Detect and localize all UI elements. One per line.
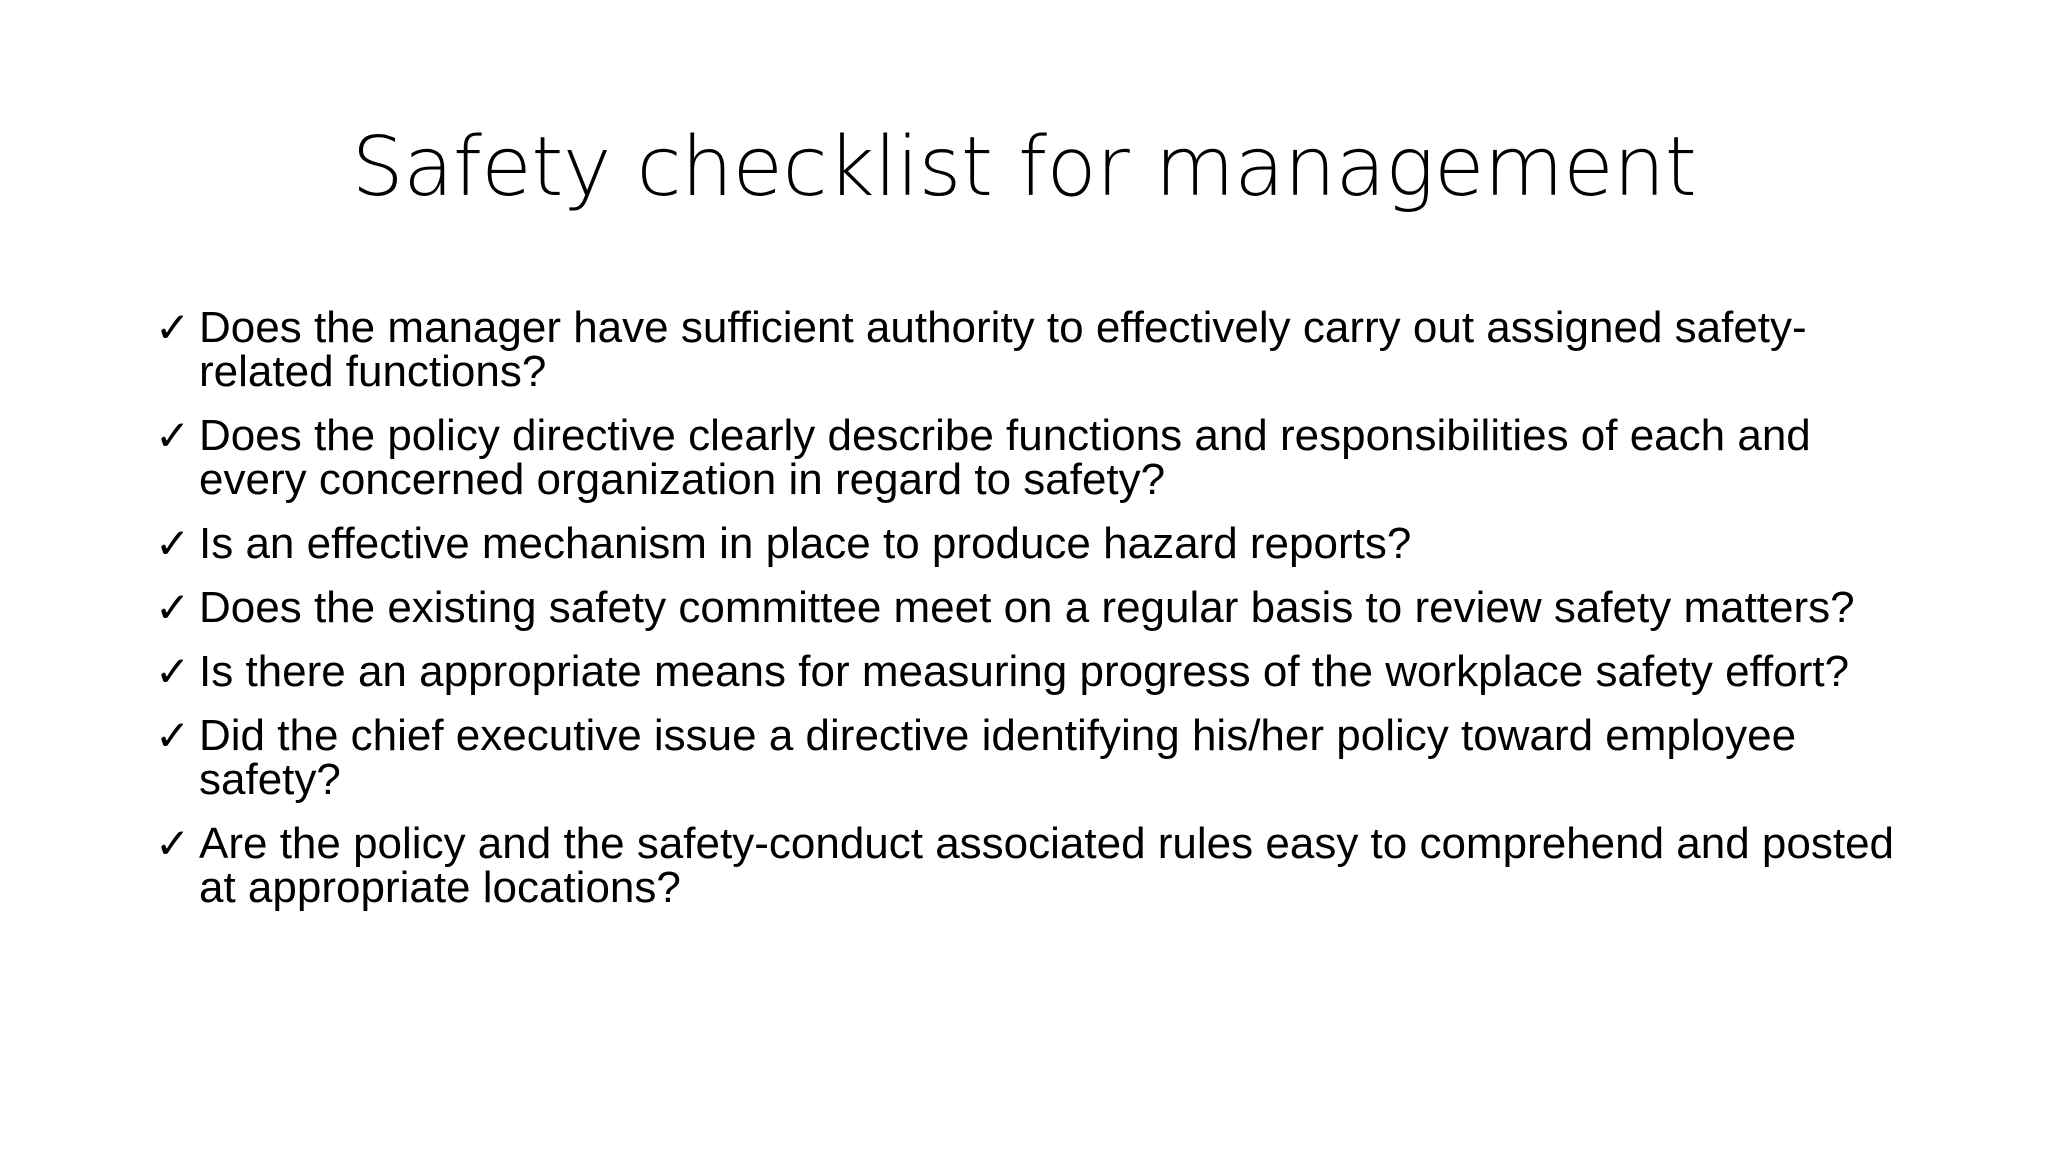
- checkmark-icon: ✓: [155, 519, 191, 568]
- checkmark-icon: ✓: [155, 711, 191, 760]
- checklist-item-text: Does the manager have sufficient authority to effectively carry out assigned safety-related functions?: [199, 303, 1807, 396]
- checkmark-icon: ✓: [155, 303, 191, 352]
- checklist-item-text: Did the chief executive issue a directive identifying his/her policy toward employee safety?: [199, 711, 1797, 804]
- checklist-item: [155, 819, 1915, 912]
- checkmark-icon: ✓: [155, 647, 191, 696]
- checklist-item-text: Does the policy directive clearly describe functions and responsibilities of each and every concerned organization in regard to safety?: [199, 411, 1811, 504]
- checklist-item: [155, 711, 1915, 804]
- slide-title: Safety checklist for management: [351, 120, 1697, 215]
- checklist-item: [155, 583, 1915, 632]
- checkmark-icon: ✓: [155, 819, 191, 868]
- checklist-item: [155, 519, 1915, 568]
- checkmark-icon: ✓: [155, 583, 191, 632]
- checkmark-icon: ✓: [155, 411, 191, 460]
- checklist-item-text: Does the existing safety committee meet on a regular basis to review safety matters?: [199, 583, 1855, 632]
- checklist-item-text: Is there an appropriate means for measuring progress of the workplace safety effort?: [199, 647, 1850, 696]
- checklist-item-text: Are the policy and the safety-conduct associated rules easy to comprehend and posted at appropriate locations?: [199, 819, 1895, 912]
- checklist-item: [155, 411, 1915, 504]
- checklist-item: [155, 647, 1915, 696]
- checklist: [155, 303, 1915, 930]
- checklist-item: [155, 303, 1915, 396]
- checklist-item-text: Is an effective mechanism in place to produce hazard reports?: [199, 519, 1412, 568]
